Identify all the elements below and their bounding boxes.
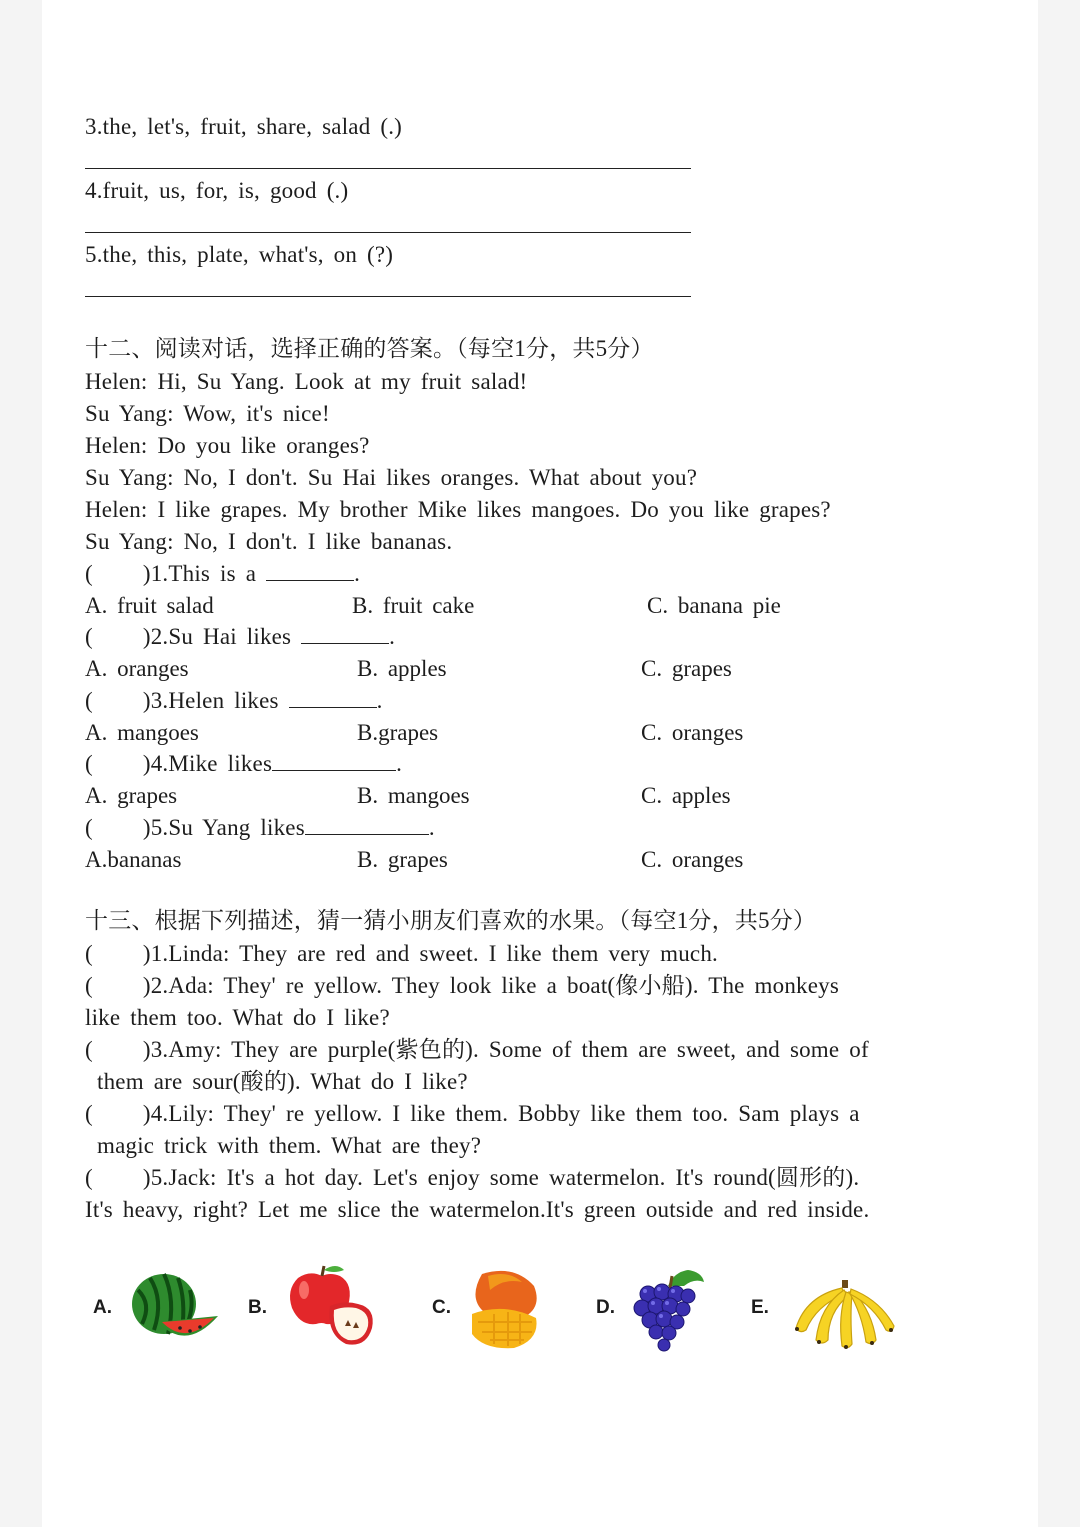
dialogue-line: Su Yang: Wow, it's nice!: [85, 401, 330, 426]
option-b[interactable]: B.grapes: [357, 720, 439, 745]
fill-blank[interactable]: [301, 625, 389, 644]
ordering-item-4: 4.fruit, us, for, is, good (.): [85, 178, 349, 203]
question-stem: )4.Mike likes: [142, 751, 273, 776]
riddle-5: ( )5.Jack: It's a hot day. Let's enjoy some watermelon. It's round(圆形的).: [85, 1165, 860, 1190]
riddle-5-cont: It's heavy, right? Let me slice the watermelon.It's green outside and red inside.: [85, 1197, 870, 1222]
ordering-item-5: 5.the, this, plate, what's, on (?): [85, 242, 394, 267]
ordering-item-3: 3.the, let's, fruit, share, salad (.): [85, 114, 403, 139]
answer-paren[interactable]: (: [85, 688, 93, 713]
dialogue-line: Su Yang: No, I don't. Su Hai likes oranges. What about you?: [85, 465, 698, 490]
riddle-3: ( )3.Amy: They are purple(紫色的). Some of them are sweet, and some of: [85, 1037, 869, 1062]
section-13-heading: 十三、根据下列描述，猜一猜小朋友们喜欢的水果。（每空1分，共5分）: [85, 908, 817, 933]
fill-blank[interactable]: [305, 816, 429, 835]
option-b[interactable]: B. mangoes: [357, 783, 470, 808]
riddle-2-cont: like them too. What do I like?: [85, 1005, 390, 1030]
riddle-3-cont: them are sour(酸的). What do I like?: [97, 1069, 468, 1094]
option-a[interactable]: A. fruit salad: [85, 593, 214, 618]
question-2: ( )2.Su Hai likes .: [85, 624, 396, 649]
fill-blank[interactable]: [289, 689, 377, 708]
answer-paren[interactable]: (: [85, 815, 93, 840]
option-b[interactable]: B. apples: [357, 656, 447, 681]
grapes-icon: [628, 1266, 708, 1352]
question-1: ( )1.This is a .: [85, 561, 361, 586]
watermelon-icon: [128, 1270, 220, 1350]
option-c[interactable]: C. apples: [641, 783, 731, 808]
question-stem: )1.This is a: [142, 561, 267, 586]
choice-label-a: A.: [93, 1297, 112, 1318]
option-a[interactable]: A. mangoes: [85, 720, 199, 745]
option-a[interactable]: A.bananas: [85, 847, 182, 872]
choice-label-b: B.: [248, 1297, 267, 1318]
question-stem: )5.Su Yang likes: [142, 815, 305, 840]
riddle-4-cont: magic trick with them. What are they?: [97, 1133, 482, 1158]
answer-paren[interactable]: (: [85, 751, 93, 776]
answer-line-3[interactable]: [85, 168, 691, 169]
answer-line-4[interactable]: [85, 232, 691, 233]
dialogue-line: Su Yang: No, I don't. I like bananas.: [85, 529, 453, 554]
option-c[interactable]: C. oranges: [641, 720, 744, 745]
option-c[interactable]: C. oranges: [641, 847, 744, 872]
choice-label-e: E.: [751, 1297, 769, 1318]
riddle-2: ( )2.Ada: They' re yellow. They look like a boat(像小船). The monkeys: [85, 973, 839, 998]
answer-paren[interactable]: (: [85, 1165, 93, 1190]
banana-icon: [792, 1276, 900, 1350]
answer-paren[interactable]: (: [85, 1101, 93, 1126]
question-5: ( )5.Su Yang likes .: [85, 815, 435, 840]
question-stem: )3.Helen likes: [142, 688, 289, 713]
question-stem: )2.Su Hai likes: [142, 624, 302, 649]
answer-line-5[interactable]: [85, 296, 691, 297]
dialogue-line: Helen: Do you like oranges?: [85, 433, 370, 458]
apple-icon: [286, 1264, 378, 1348]
option-b[interactable]: B. fruit cake: [352, 593, 475, 618]
choice-label-d: D.: [596, 1297, 615, 1318]
dialogue-line: Helen: I like grapes. My brother Mike likes mangoes. Do you like grapes?: [85, 497, 831, 522]
mango-icon: [464, 1268, 544, 1350]
fill-blank[interactable]: [272, 752, 396, 771]
option-a[interactable]: A. grapes: [85, 783, 178, 808]
option-a[interactable]: A. oranges: [85, 656, 189, 681]
option-b[interactable]: B. grapes: [357, 847, 448, 872]
answer-paren[interactable]: (: [85, 624, 93, 649]
option-c[interactable]: C. grapes: [641, 656, 732, 681]
question-3: ( )3.Helen likes .: [85, 688, 383, 713]
question-4: ( )4.Mike likes .: [85, 751, 403, 776]
riddle-4: ( )4.Lily: They' re yellow. I like them. Bobby like them too. Sam plays a: [85, 1101, 860, 1126]
answer-paren[interactable]: (: [85, 941, 93, 966]
dialogue-line: Helen: Hi, Su Yang. Look at my fruit salad!: [85, 369, 528, 394]
answer-paren[interactable]: (: [85, 561, 93, 586]
answer-paren[interactable]: (: [85, 973, 93, 998]
riddle-1: ( )1.Linda: They are red and sweet. I like them very much.: [85, 941, 718, 966]
answer-paren[interactable]: (: [85, 1037, 93, 1062]
choice-label-c: C.: [432, 1297, 451, 1318]
fill-blank[interactable]: [266, 562, 354, 581]
option-c[interactable]: C. banana pie: [647, 593, 781, 618]
section-12-heading: 十二、阅读对话，选择正确的答案。（每空1分，共5分）: [85, 336, 654, 361]
